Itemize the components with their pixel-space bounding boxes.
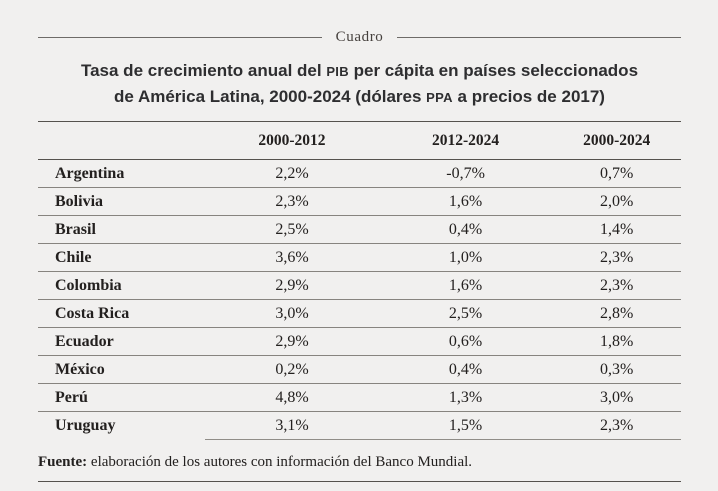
value-cell: 3,1% (205, 412, 379, 440)
growth-rate-table (38, 121, 681, 440)
value-cell: 1,0% (379, 244, 553, 272)
value-cell: 0,7% (552, 160, 681, 188)
value-cell: 0,2% (205, 356, 379, 384)
country-name: Costa Rica (38, 300, 205, 328)
table-row-bolivia (38, 188, 681, 216)
value-cell: 2,3% (552, 244, 681, 272)
title-line2-post: a precios de 2017) (452, 87, 605, 106)
value-cell: 2,9% (205, 328, 379, 356)
caption-left-rule (38, 37, 322, 38)
value-cell: 3,6% (205, 244, 379, 272)
value-cell: 2,3% (205, 188, 379, 216)
country-name: Ecuador (38, 328, 205, 356)
value-cell: 1,5% (379, 412, 553, 440)
table-row-colombia (38, 272, 681, 300)
country-name: Uruguay (55, 416, 116, 434)
value-cell: 3,0% (205, 300, 379, 328)
table-title (38, 58, 681, 110)
caption-label: Cuadro (335, 29, 384, 45)
value-cell: 2,3% (552, 412, 681, 440)
country-name: Argentina (38, 160, 205, 188)
table-row-costa-rica (38, 300, 681, 328)
value-cell: 2,9% (205, 272, 379, 300)
column-header-period2: 2012-2024 (432, 132, 500, 149)
source-text: elaboración de los autores con información del Banco Mundial. (87, 454, 473, 470)
title-acronym-pib: PIB (326, 64, 349, 79)
country-name: Perú (38, 384, 205, 412)
table-row-peru (38, 384, 681, 412)
country-name: Colombia (38, 272, 205, 300)
value-cell: 1,6% (379, 188, 553, 216)
value-cell: 0,6% (379, 328, 553, 356)
source-label: Fuente: (38, 454, 88, 470)
table-row-uruguay (38, 412, 681, 440)
table-row-mexico (38, 356, 681, 384)
table-row-argentina (38, 160, 681, 188)
country-name: México (38, 356, 205, 384)
title-acronym-ppa: PPA (426, 90, 453, 105)
column-header-country (38, 122, 205, 160)
value-cell: 4,8% (205, 384, 379, 412)
country-name: Brasil (38, 216, 205, 244)
value-cell: 2,5% (379, 300, 553, 328)
value-cell: 1,6% (379, 272, 553, 300)
value-cell: 0,4% (379, 356, 553, 384)
table-row-chile (38, 244, 681, 272)
value-cell: 2,3% (552, 272, 681, 300)
value-cell: 2,8% (552, 300, 681, 328)
bottom-rule (38, 481, 681, 482)
value-cell: 2,0% (552, 188, 681, 216)
column-header-period1: 2000-2012 (258, 132, 326, 149)
caption-right-rule (397, 37, 681, 38)
title-line2-pre: de América Latina, 2000-2024 (dólares (114, 87, 427, 106)
table-row-ecuador (38, 328, 681, 356)
value-cell: 0,3% (552, 356, 681, 384)
value-cell: 1,3% (379, 384, 553, 412)
caption-row (38, 0, 681, 46)
value-cell: 3,0% (552, 384, 681, 412)
value-cell: -0,7% (379, 160, 553, 188)
source-note (38, 454, 681, 471)
value-cell: 0,4% (379, 216, 553, 244)
title-line1-pre: Tasa de crecimiento anual del (80, 61, 327, 80)
value-cell: 2,2% (205, 160, 379, 188)
value-cell: 1,4% (552, 216, 681, 244)
value-cell: 2,5% (205, 216, 379, 244)
table-header-row (38, 122, 681, 160)
value-cell: 1,8% (552, 328, 681, 356)
title-line1-post: per cápita en países seleccionados (348, 61, 639, 80)
country-name: Bolivia (38, 188, 205, 216)
column-header-period3: 2000-2024 (583, 132, 651, 149)
table-row-brasil (38, 216, 681, 244)
country-name: Chile (38, 244, 205, 272)
